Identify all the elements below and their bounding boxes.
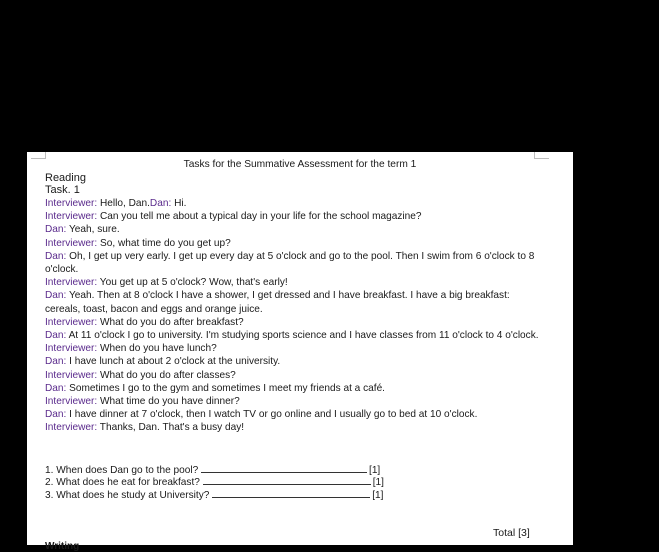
- dialogue-line: [45, 276, 545, 289]
- dialogue-line: [45, 223, 545, 236]
- dialogue: [45, 197, 545, 435]
- question-mark: [1]: [369, 465, 381, 476]
- line-text: Thanks, Dan. That's a busy day!: [99, 422, 245, 434]
- speaker-label: Dan:: [45, 290, 67, 302]
- dialogue-line: [45, 329, 545, 342]
- line-text: Hi.: [174, 198, 187, 209]
- line-text: Hello, Dan.: [99, 198, 150, 209]
- question-mark: [1]: [372, 477, 384, 488]
- speaker-label: Interviewer:: [45, 211, 98, 223]
- question-text: 1. When does Dan go to the pool?: [45, 465, 199, 476]
- dialogue-line: [45, 250, 545, 276]
- crop-mark-top-right: [534, 152, 549, 159]
- total-score: Total [3]: [493, 527, 530, 539]
- speaker-label: Dan:: [149, 198, 172, 209]
- dialogue-line: [45, 237, 545, 250]
- line-text: Can you tell me about a typical day in your life for the school magazine?: [99, 211, 422, 223]
- question-text: 2. What does he eat for breakfast?: [45, 477, 200, 488]
- speaker-label: Dan:: [45, 356, 67, 368]
- dialogue-line: [45, 382, 545, 395]
- task-heading: Task. 1: [45, 184, 80, 196]
- dialogue-line: [45, 395, 545, 408]
- speaker-label: Dan:: [45, 409, 67, 421]
- line-text: What do you do after classes?: [99, 369, 236, 381]
- speaker-label: Dan:: [45, 224, 67, 236]
- line-text: What do you do after breakfast?: [99, 316, 244, 328]
- speaker-label: Interviewer:: [45, 277, 98, 289]
- speaker-label: Dan:: [45, 382, 67, 394]
- line-text: Sometimes I go to the gym and sometimes I meet my friends at a café.: [69, 382, 385, 394]
- dialogue-line: [45, 421, 545, 434]
- speaker-label: Interviewer:: [45, 316, 98, 328]
- answer-line[interactable]: [203, 475, 371, 485]
- line-text: Yeah, sure.: [68, 224, 120, 236]
- question-2: [45, 475, 384, 488]
- next-section-heading: Writing: [45, 541, 80, 552]
- speaker-label: Interviewer:: [45, 343, 98, 355]
- dialogue-line: [45, 369, 545, 382]
- line-text: When do you have lunch?: [99, 343, 217, 355]
- speaker-label: Dan:: [45, 250, 67, 262]
- section-heading: Reading: [45, 172, 86, 184]
- speaker-label: Interviewer:: [45, 369, 98, 381]
- line-text: So, what time do you get up?: [99, 237, 231, 249]
- line-text: I have dinner at 7 o'clock, then I watch TV or go online and I usually go to bed at 10 o'clock.: [69, 409, 478, 421]
- answer-line[interactable]: [201, 463, 367, 473]
- page-title: Tasks for the Summative Assessment for the term 1: [183, 159, 417, 170]
- speaker-label: Interviewer:: [45, 396, 98, 408]
- line-text: Yeah. Then at 8 o'clock I have a shower, I get dressed and I have breakfast. I have a big breakfast: cereals, toast, bacon and eggs and orange juice.: [45, 290, 510, 315]
- crop-mark-top-left: [31, 152, 46, 159]
- question-3: [45, 488, 383, 501]
- answer-line[interactable]: [212, 488, 370, 498]
- dialogue-line: [45, 197, 545, 210]
- dialogue-line: [45, 355, 545, 368]
- speaker-label: Interviewer:: [45, 422, 98, 434]
- line-text: You get up at 5 o'clock? Wow, that's early!: [99, 277, 288, 289]
- line-text: I have lunch at about 2 o'clock at the university.: [69, 356, 281, 368]
- question-text: 3. What does he study at University?: [45, 490, 210, 501]
- line-text: Oh, I get up very early. I get up every day at 5 o'clock and go to the pool. Then I swim from 6 o'clock to 8 o'clock.: [45, 250, 535, 276]
- speaker-label: Interviewer:: [45, 198, 98, 209]
- question-mark: [1]: [372, 490, 384, 501]
- dialogue-line: [45, 408, 545, 421]
- dialogue-line: [45, 316, 545, 329]
- dialogue-line: [45, 342, 545, 355]
- line-text: At 11 o'clock I go to university. I'm studying sports science and I have classes from 11 o'clock to 4 o'clock.: [68, 330, 539, 342]
- dialogue-line: [45, 210, 545, 223]
- line-text: What time do you have dinner?: [99, 396, 240, 408]
- speaker-label: Interviewer:: [45, 237, 98, 249]
- speaker-label: Dan:: [45, 330, 67, 342]
- worksheet-page: [27, 152, 573, 552]
- dialogue-line: [45, 289, 545, 315]
